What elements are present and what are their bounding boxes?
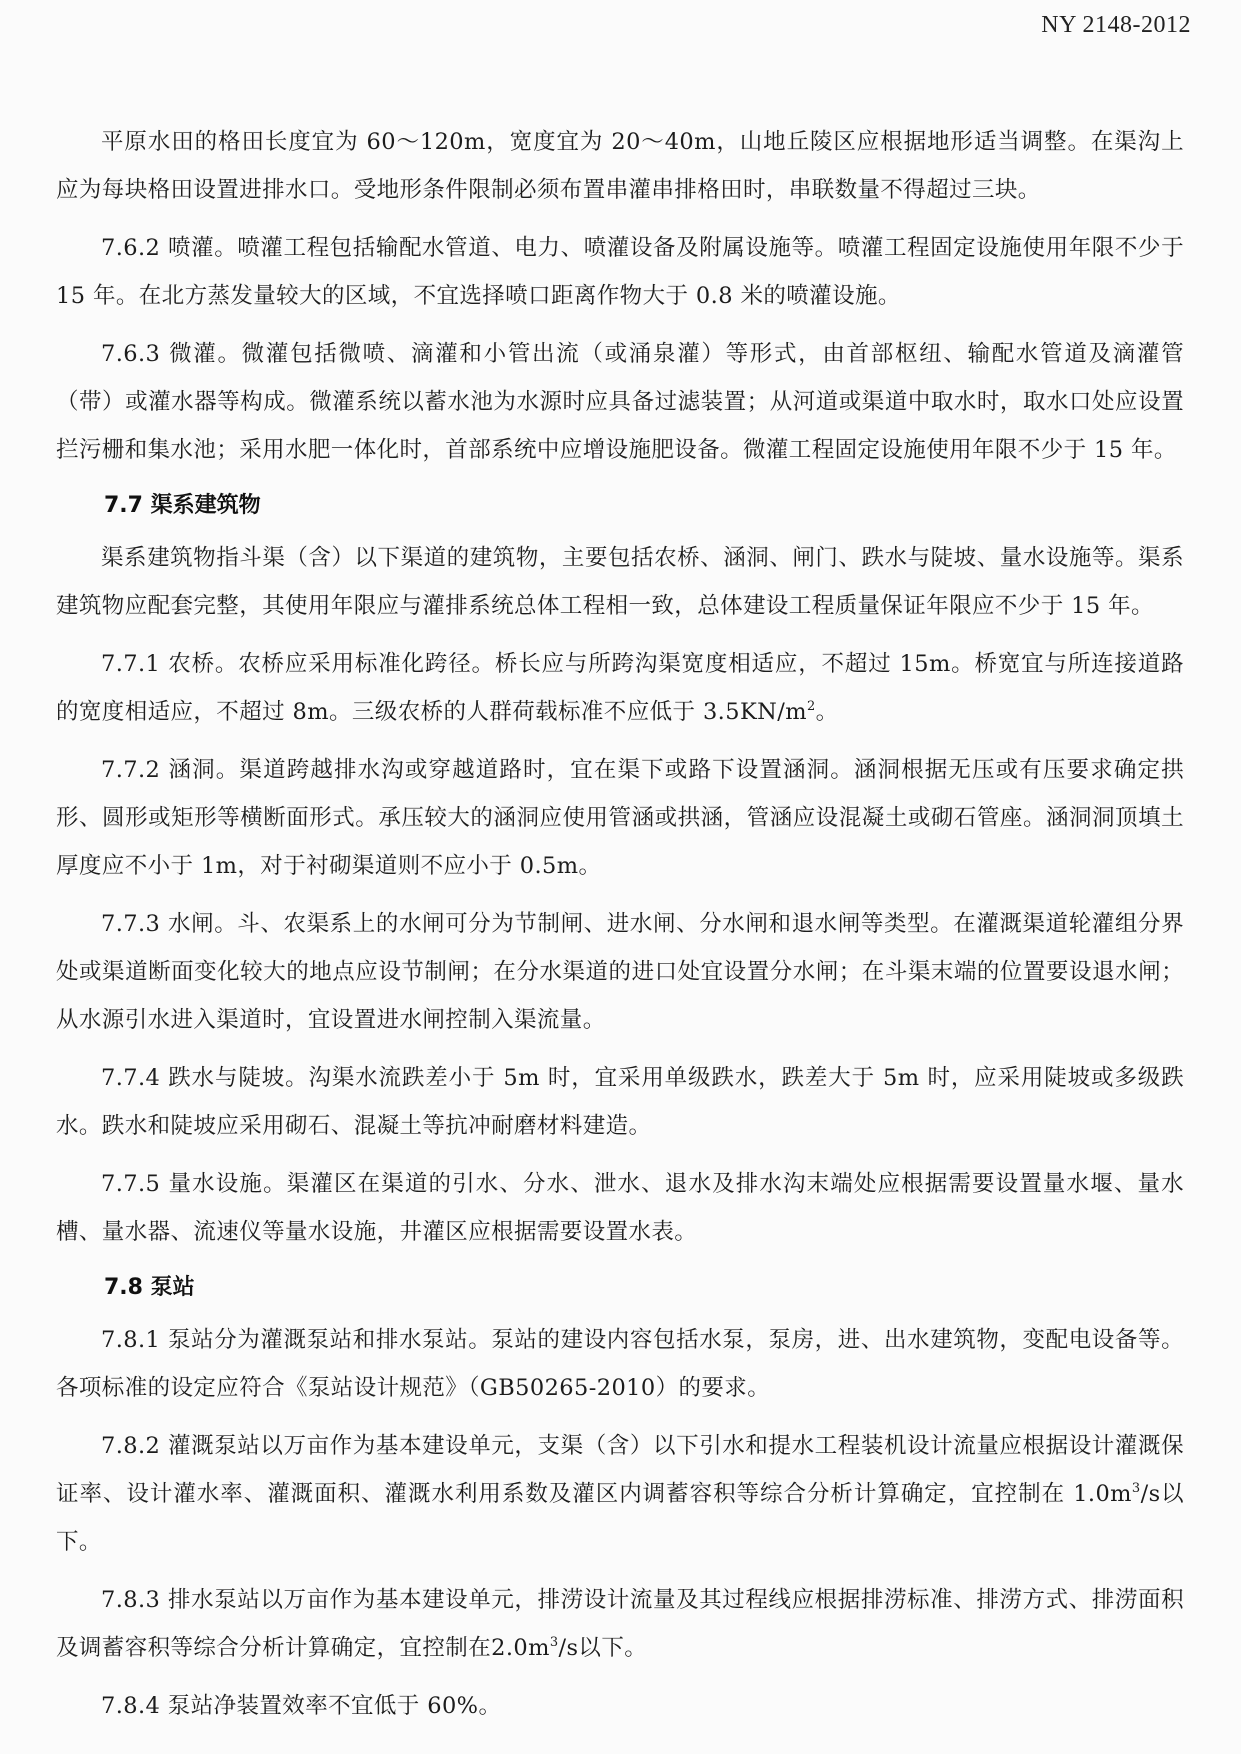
superscript: 3	[549, 1635, 559, 1650]
standard-code: NY 2148-2012	[1041, 12, 1191, 38]
paragraph-7-8-3-text: 7.8.3 排水泵站以万亩作为基本建设单元，排涝设计流量及其过程线应根据排涝标准、排涝方式、排涝面积及调蓄容积等综合分析计算确定，宜控制在2.0m	[56, 1587, 1184, 1661]
paragraph-7-7-1-end: 。	[815, 699, 839, 725]
paragraph-7-7-1	[56, 640, 1184, 736]
paragraph-7-7-intro: 渠系建筑物指斗渠（含）以下渠道的建筑物，主要包括农桥、涵洞、闸门、跌水与陡坡、量水设施等。渠系建筑物应配套完整，其使用年限应与灌排系统总体工程相一致，总体建设工程质量保证年限应不少于 15 年。	[56, 545, 1184, 619]
paragraph-7-8-1: 7.8.1 泵站分为灌溉泵站和排水泵站。泵站的建设内容包括水泵，泵房，进、出水建筑物，变配电设备等。各项标准的设定应符合《泵站设计规范》（GB50265-2010）的要求。	[56, 1327, 1184, 1401]
paragraph-7-8-2-text: 7.8.2 灌溉泵站以万亩作为基本建设单元，支渠（含）以下引水和提水工程装机设计流量应根据设计灌溉保证率、设计灌水率、灌溉面积、灌溉水利用系数及灌区内调蓄容积等综合分析计算确定，宜控制在 1.0m	[56, 1433, 1184, 1507]
paragraph-7-8-4: 7.8.4 泵站净装置效率不宜低于 60%。	[101, 1693, 502, 1719]
paragraph-7-8-2	[56, 1422, 1184, 1566]
paragraph-7-6-3: 7.6.3 微灌。微灌包括微喷、滴灌和小管出流（或涌泉灌）等形式，由首部枢纽、输配水管道及滴灌管（带）或灌水器等构成。微灌系统以蓄水池为水源时应具备过滤装置；从河道或渠道中取水时，取水口处应设置拦污栅和集水池；采用水肥一体化时，首部系统中应增设施肥设备。微灌工程固定设施使用年限不少于 15 年。	[56, 341, 1184, 463]
paragraph-7-8-2-end: /s以下。	[56, 1481, 1184, 1555]
paragraph-7-7-5: 7.7.5 量水设施。渠灌区在渠道的引水、分水、泄水、退水及排水沟末端处应根据需要设置量水堰、量水槽、量水器、流速仪等量水设施，井灌区应根据需要设置水表。	[56, 1171, 1184, 1245]
paragraph-paddy-field: 平原水田的格田长度宜为 60～120m，宽度宜为 20～40m，山地丘陵区应根据地形适当调整。在渠沟上应为每块格田设置进排水口。受地形条件限制必须布置串灌串排格田时，串联数量不得超过三块。	[56, 129, 1184, 203]
paragraph-7-7-1-text: 7.7.1 农桥。农桥应采用标准化跨径。桥长应与所跨沟渠宽度相适应，不超过 15m。桥宽宜与所连接道路的宽度相适应，不超过 8m。三级农桥的人群荷载标准不应低于 3.5KN/m	[56, 651, 1184, 725]
paragraph-7-6-2: 7.6.2 喷灌。喷灌工程包括输配水管道、电力、喷灌设备及附属设施等。喷灌工程固定设施使用年限不少于 15 年。在北方蒸发量较大的区域，不宜选择喷口距离作物大于 0.8 米的喷灌设施。	[56, 235, 1184, 309]
superscript: 3	[1131, 1481, 1141, 1496]
paragraph-7-7-2: 7.7.2 涵洞。渠道跨越排水沟或穿越道路时，宜在渠下或路下设置涵洞。涵洞根据无压或有压要求确定拱形、圆形或矩形等横断面形式。承压较大的涵洞应使用管涵或拱涵，管涵应设混凝土或砌石管座。涵洞洞顶填土厚度应不小于 1m，对于衬砌渠道则不应小于 0.5m。	[56, 757, 1184, 879]
section-heading-7-7: 7.7 渠系建筑物	[104, 493, 261, 518]
paragraph-7-7-4: 7.7.4 跌水与陡坡。沟渠水流跌差小于 5m 时，宜采用单级跌水，跌差大于 5m 时，应采用陡坡或多级跌水。跌水和陡坡应采用砌石、混凝土等抗冲耐磨材料建造。	[56, 1065, 1184, 1139]
superscript: 2	[806, 699, 816, 714]
paragraph-7-7-3: 7.7.3 水闸。斗、农渠系上的水闸可分为节制闸、进水闸、分水闸和退水闸等类型。在灌溉渠道轮灌组分界处或渠道断面变化较大的地点应设节制闸；在分水渠道的进口处宜设置分水闸；在斗渠末端的位置要设退水闸；从水源引水进入渠道时，宜设置进水闸控制入渠流量。	[56, 911, 1184, 1033]
page-body	[56, 118, 1184, 1740]
section-heading-7-8: 7.8 泵站	[104, 1275, 195, 1300]
paragraph-7-8-3	[56, 1576, 1184, 1672]
paragraph-7-8-3-end: /s以下。	[558, 1635, 648, 1661]
